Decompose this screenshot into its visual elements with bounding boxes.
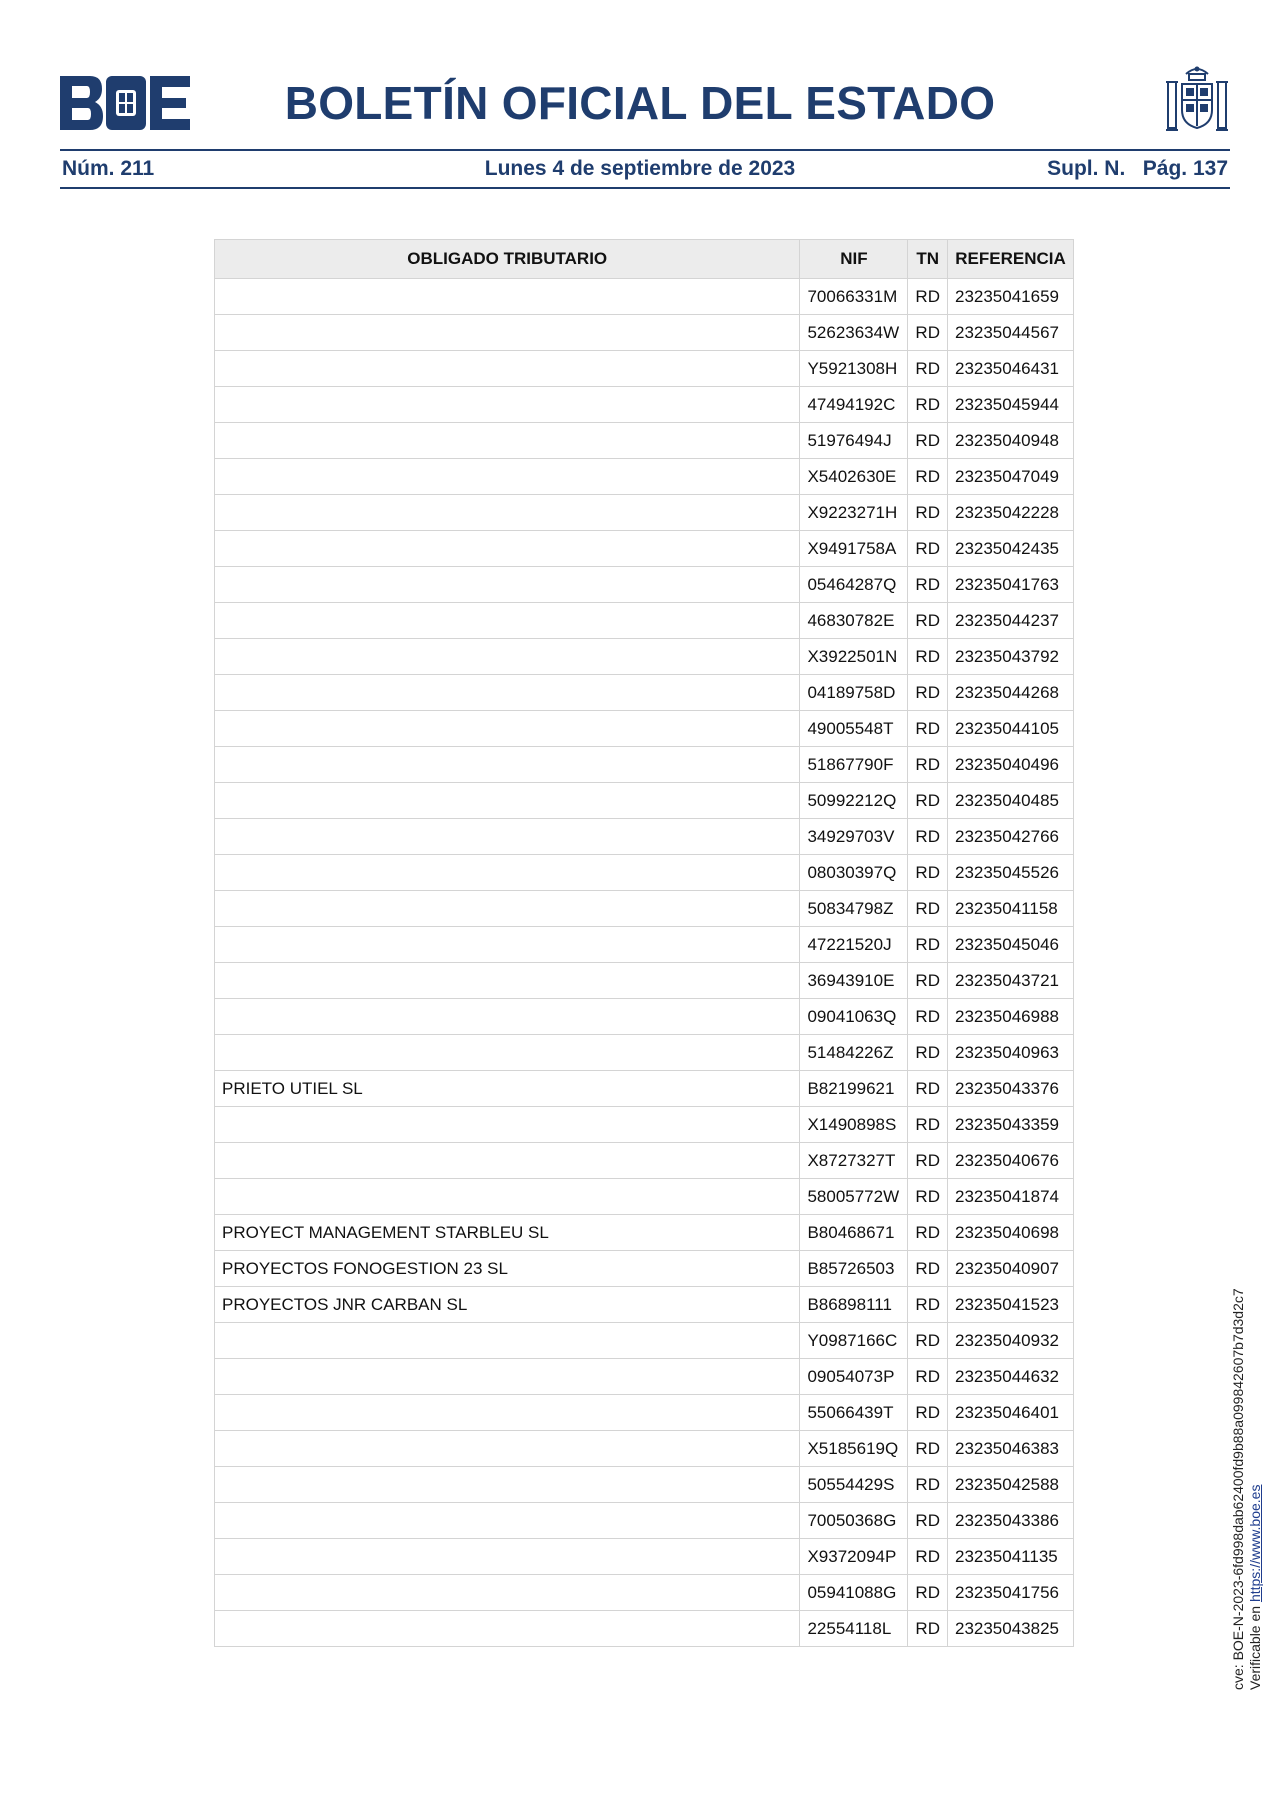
table-row [215, 603, 1074, 639]
cell-obligado [215, 603, 800, 639]
cell-referencia: 23235043386 [947, 1503, 1073, 1539]
cell-obligado [215, 711, 800, 747]
cell-obligado [215, 459, 800, 495]
cell-obligado [215, 1107, 800, 1143]
cell-tn: RD [908, 387, 948, 423]
cell-tn: RD [908, 963, 948, 999]
cell-tn: RD [908, 891, 948, 927]
boe-link[interactable]: https://www.boe.es [1247, 1484, 1263, 1603]
cell-obligado [215, 1431, 800, 1467]
table-row [215, 1575, 1074, 1611]
cell-tn: RD [908, 783, 948, 819]
cell-nif: 51976494J [800, 423, 908, 459]
table-row [215, 855, 1074, 891]
cell-obligado: PROYECTOS FONOGESTION 23 SL [215, 1251, 800, 1287]
cell-nif: 52623634W [800, 315, 908, 351]
cell-referencia: 23235042588 [947, 1467, 1073, 1503]
cell-obligado [215, 423, 800, 459]
cell-referencia: 23235045526 [947, 855, 1073, 891]
issue-number: Núm. 211 [62, 157, 155, 180]
cell-obligado [215, 639, 800, 675]
coat-of-arms-icon [1164, 64, 1230, 136]
cell-nif: 49005548T [800, 711, 908, 747]
cell-obligado [215, 675, 800, 711]
column-header-referencia: REFERENCIA [947, 240, 1073, 279]
cell-obligado [215, 1539, 800, 1575]
cell-referencia: 23235046431 [947, 351, 1073, 387]
table-row [215, 819, 1074, 855]
table-row [215, 747, 1074, 783]
table-row [215, 459, 1074, 495]
table-row [215, 675, 1074, 711]
cell-referencia: 23235046401 [947, 1395, 1073, 1431]
cell-nif: 51867790F [800, 747, 908, 783]
table-row [215, 1467, 1074, 1503]
cell-tn: RD [908, 459, 948, 495]
cell-obligado [215, 963, 800, 999]
cell-nif: 05941088G [800, 1575, 908, 1611]
cell-obligado [215, 891, 800, 927]
cell-obligado [215, 783, 800, 819]
column-header-nif: NIF [800, 240, 908, 279]
cell-obligado [215, 1611, 800, 1647]
cell-tn: RD [908, 495, 948, 531]
cell-nif: 50554429S [800, 1467, 908, 1503]
cell-nif: X9223271H [800, 495, 908, 531]
cell-nif: X3922501N [800, 639, 908, 675]
table-row [215, 567, 1074, 603]
table-row [215, 1323, 1074, 1359]
table-row [215, 1251, 1074, 1287]
cell-tn: RD [908, 279, 948, 315]
taxpayer-table [214, 239, 1074, 1647]
supplement-page: Supl. N. Pág. 137 [1047, 157, 1228, 180]
cell-obligado [215, 1467, 800, 1503]
cell-referencia: 23235044632 [947, 1359, 1073, 1395]
cell-obligado [215, 927, 800, 963]
cell-tn: RD [908, 1179, 948, 1215]
cell-nif: 50992212Q [800, 783, 908, 819]
cell-referencia: 23235041158 [947, 891, 1073, 927]
cell-tn: RD [908, 819, 948, 855]
cell-tn: RD [908, 1431, 948, 1467]
cell-referencia: 23235044268 [947, 675, 1073, 711]
cell-nif: 55066439T [800, 1395, 908, 1431]
cell-referencia: 23235043359 [947, 1107, 1073, 1143]
cell-referencia: 23235040698 [947, 1215, 1073, 1251]
cell-nif: 22554118L [800, 1611, 908, 1647]
issue-date: Lunes 4 de septiembre de 2023 [484, 157, 796, 180]
cell-tn: RD [908, 531, 948, 567]
cell-nif: B86898111 [800, 1287, 908, 1323]
cell-referencia: 23235041763 [947, 567, 1073, 603]
cell-tn: RD [908, 1395, 948, 1431]
cell-tn: RD [908, 639, 948, 675]
cell-tn: RD [908, 1323, 948, 1359]
cell-nif: X1490898S [800, 1107, 908, 1143]
cell-referencia: 23235040963 [947, 1035, 1073, 1071]
cell-nif: X9491758A [800, 531, 908, 567]
table-row [215, 351, 1074, 387]
header-bottom-rule [60, 187, 1230, 189]
table-row [215, 423, 1074, 459]
cell-tn: RD [908, 1611, 948, 1647]
cell-tn: RD [908, 315, 948, 351]
cell-referencia: 23235041874 [947, 1179, 1073, 1215]
cell-obligado [215, 999, 800, 1035]
cell-referencia: 23235040907 [947, 1251, 1073, 1287]
cell-referencia: 23235043792 [947, 639, 1073, 675]
column-header-obligado: OBLIGADO TRIBUTARIO [215, 240, 800, 279]
table-row [215, 1071, 1074, 1107]
cell-nif: 70050368G [800, 1503, 908, 1539]
cell-nif: Y0987166C [800, 1323, 908, 1359]
table-row [215, 1611, 1074, 1647]
cell-referencia: 23235041523 [947, 1287, 1073, 1323]
table-row [215, 1143, 1074, 1179]
cell-obligado [215, 531, 800, 567]
cell-tn: RD [908, 747, 948, 783]
cell-tn: RD [908, 351, 948, 387]
cell-tn: RD [908, 423, 948, 459]
cell-referencia: 23235040496 [947, 747, 1073, 783]
cell-referencia: 23235047049 [947, 459, 1073, 495]
table-row [215, 1395, 1074, 1431]
cell-referencia: 23235044105 [947, 711, 1073, 747]
column-header-tn: TN [908, 240, 948, 279]
cell-obligado [215, 747, 800, 783]
table-row [215, 891, 1074, 927]
table-row [215, 1539, 1074, 1575]
cell-obligado [215, 819, 800, 855]
cell-referencia: 23235043376 [947, 1071, 1073, 1107]
cell-nif: 47221520J [800, 927, 908, 963]
cell-nif: 05464287Q [800, 567, 908, 603]
table-row [215, 999, 1074, 1035]
cell-tn: RD [908, 1575, 948, 1611]
cell-obligado [215, 315, 800, 351]
cell-tn: RD [908, 1107, 948, 1143]
cell-referencia: 23235041135 [947, 1539, 1073, 1575]
cell-obligado: PROYECTOS JNR CARBAN SL [215, 1287, 800, 1323]
cell-nif: X9372094P [800, 1539, 908, 1575]
cell-referencia: 23235046988 [947, 999, 1073, 1035]
cell-obligado [215, 1395, 800, 1431]
verification-line [1247, 1288, 1264, 1690]
cell-nif: Y5921308H [800, 351, 908, 387]
cell-obligado [215, 495, 800, 531]
cell-nif: X8727327T [800, 1143, 908, 1179]
cell-referencia: 23235040485 [947, 783, 1073, 819]
cell-nif: 09041063Q [800, 999, 908, 1035]
cell-referencia: 23235042435 [947, 531, 1073, 567]
cell-nif: 08030397Q [800, 855, 908, 891]
cell-tn: RD [908, 675, 948, 711]
page-title: BOLETÍN OFICIAL DEL ESTADO [284, 77, 996, 129]
cell-tn: RD [908, 567, 948, 603]
table-row [215, 495, 1074, 531]
cell-referencia: 23235045944 [947, 387, 1073, 423]
cell-tn: RD [908, 1539, 948, 1575]
verification-note [1230, 1288, 1264, 1690]
cell-tn: RD [908, 1467, 948, 1503]
cell-obligado: PRIETO UTIEL SL [215, 1071, 800, 1107]
table-row [215, 711, 1074, 747]
cell-referencia: 23235040948 [947, 423, 1073, 459]
table-row [215, 1215, 1074, 1251]
table-row [215, 1035, 1074, 1071]
table-row [215, 1503, 1074, 1539]
table-row [215, 963, 1074, 999]
cell-tn: RD [908, 603, 948, 639]
cell-referencia: 23235042228 [947, 495, 1073, 531]
cell-nif: 46830782E [800, 603, 908, 639]
table-row [215, 639, 1074, 675]
cell-nif: 34929703V [800, 819, 908, 855]
cell-tn: RD [908, 1215, 948, 1251]
cell-nif: 70066331M [800, 279, 908, 315]
cell-tn: RD [908, 927, 948, 963]
table-row [215, 279, 1074, 315]
cell-obligado [215, 1575, 800, 1611]
cell-obligado [215, 1323, 800, 1359]
cell-obligado [215, 1035, 800, 1071]
cell-nif: 09054073P [800, 1359, 908, 1395]
cell-tn: RD [908, 999, 948, 1035]
cell-obligado [215, 351, 800, 387]
table-row [215, 927, 1074, 963]
cell-obligado [215, 1503, 800, 1539]
cell-referencia: 23235040932 [947, 1323, 1073, 1359]
cell-referencia: 23235041756 [947, 1575, 1073, 1611]
cell-referencia: 23235040676 [947, 1143, 1073, 1179]
cell-tn: RD [908, 1143, 948, 1179]
cell-referencia: 23235044567 [947, 315, 1073, 351]
cell-nif: 36943910E [800, 963, 908, 999]
table-row [215, 315, 1074, 351]
cell-tn: RD [908, 855, 948, 891]
table-row [215, 387, 1074, 423]
cell-nif: X5185619Q [800, 1431, 908, 1467]
cell-tn: RD [908, 1251, 948, 1287]
cell-nif: 47494192C [800, 387, 908, 423]
cell-referencia: 23235043721 [947, 963, 1073, 999]
cell-tn: RD [908, 711, 948, 747]
cell-nif: B85726503 [800, 1251, 908, 1287]
cell-obligado [215, 1179, 800, 1215]
cell-referencia: 23235041659 [947, 279, 1073, 315]
table-row [215, 783, 1074, 819]
cell-obligado [215, 279, 800, 315]
verification-prefix: Verificable en [1247, 1602, 1263, 1690]
cell-tn: RD [908, 1503, 948, 1539]
cell-referencia: 23235042766 [947, 819, 1073, 855]
cell-referencia: 23235045046 [947, 927, 1073, 963]
table-row [215, 531, 1074, 567]
cell-nif: X5402630E [800, 459, 908, 495]
cell-obligado [215, 1143, 800, 1179]
cell-referencia: 23235043825 [947, 1611, 1073, 1647]
cell-obligado [215, 387, 800, 423]
cell-obligado [215, 567, 800, 603]
cell-obligado [215, 855, 800, 891]
table-row [215, 1179, 1074, 1215]
cell-nif: 51484226Z [800, 1035, 908, 1071]
table-row [215, 1431, 1074, 1467]
cell-referencia: 23235044237 [947, 603, 1073, 639]
cell-obligado: PROYECT MANAGEMENT STARBLEU SL [215, 1215, 800, 1251]
cell-tn: RD [908, 1359, 948, 1395]
cell-nif: 58005772W [800, 1179, 908, 1215]
cve-code: cve: BOE-N-2023-6fd998dab62400fd9b88a099842607b7d3d2c7 [1230, 1288, 1246, 1690]
cell-referencia: 23235046383 [947, 1431, 1073, 1467]
cell-nif: B80468671 [800, 1215, 908, 1251]
table-row [215, 1107, 1074, 1143]
header-top-rule [60, 149, 1230, 151]
table-header-row [215, 240, 1074, 279]
cell-tn: RD [908, 1035, 948, 1071]
table-row [215, 1359, 1074, 1395]
cell-tn: RD [908, 1071, 948, 1107]
cell-nif: 50834798Z [800, 891, 908, 927]
cell-obligado [215, 1359, 800, 1395]
cell-nif: 04189758D [800, 675, 908, 711]
cell-nif: B82199621 [800, 1071, 908, 1107]
cell-tn: RD [908, 1287, 948, 1323]
table-row [215, 1287, 1074, 1323]
